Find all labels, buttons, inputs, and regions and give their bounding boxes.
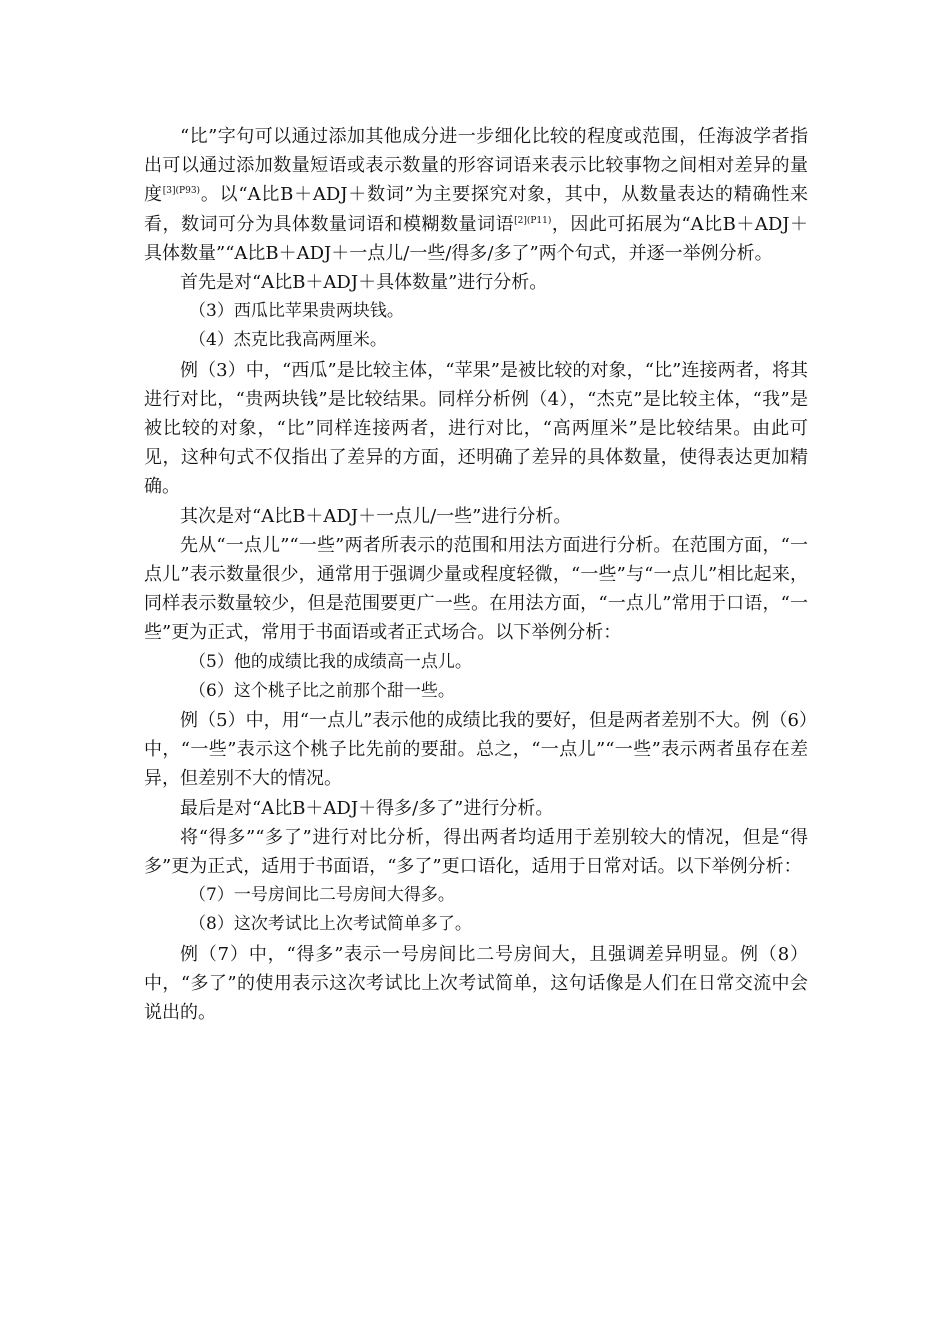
paragraph-first-pattern: 首先是对“A比B＋ADJ＋具体数量”进行分析。 bbox=[180, 272, 548, 294]
citation-3-p93: [3](P93) bbox=[162, 186, 201, 197]
paragraph-third-pattern: 最后是对“A比B＋ADJ＋得多/多了”进行分析。 bbox=[180, 797, 554, 819]
example-3: （3）西瓜比苹果贵两块钱。 bbox=[189, 301, 404, 322]
example-5: （5）他的成绩比我的成绩高一点儿。 bbox=[189, 651, 472, 672]
paragraph-analysis-5-6: 例（5）中，用“一点儿”表示他的成绩比我的要好，但是两者差别不大。例（6）中，“一些”表示这个桃子比先前的要甜。总之，“一点儿”“一些”表示两者虽存在差异，但差别不大的情况。 bbox=[144, 710, 808, 790]
intro-text-part-2: 。以“A比B＋ADJ＋数词”为主要探究对象，其中，从数量表达的精确性来看，数词可分为具体数量词语和模糊数量词语 bbox=[144, 184, 809, 235]
paragraph-second-pattern: 其次是对“A比B＋ADJ＋一点儿/一些”进行分析。 bbox=[180, 505, 572, 527]
paragraph-intro bbox=[144, 122, 808, 268]
paragraph-deduo-duole: 将“得多”“多了”进行对比分析，得出两者均适用于差别较大的情况，但是“得多”更为正式，适用于书面语，“多了”更口语化，适用于日常对话。以下举例分析： bbox=[144, 826, 808, 878]
paragraph-yidianer-yixie: 先从“一点儿”“一些”两者所表示的范围和用法方面进行分析。在范围方面，“一点儿”表示数量很少，通常用于强调少量或程度轻微，“一些”与“一点儿”相比起来，同样表示数量较少，但是范围要更广一些。在用法方面，“一点儿”常用于口语，“一些”更为正式，常用于书面语或者正式场合。以下举例分析： bbox=[144, 534, 808, 644]
example-6: （6）这个桃子比之前那个甜一些。 bbox=[189, 680, 455, 701]
paragraph-analysis-3-4: 例（3）中，“西瓜”是比较主体，“苹果”是被比较的对象，“比”连接两者，将其进行对比，“贵两块钱”是比较结果。同样分析例（4），“杰克”是比较主体，“我”是被比较的对象，“比”同样连接两者，进行对比，“高两厘米”是比较结果。由此可见，这种句式不仅指出了差异的方面，还明确了差异的具体数量，使得表达更加精确。 bbox=[144, 359, 808, 498]
paragraph-analysis-7-8: 例（7）中，“得多”表示一号房间比二号房间大，且强调差异明显。例（8）中，“多了”的使用表示这次考试比上次考试简单，这句话像是人们在日常交流中会说出的。 bbox=[144, 943, 808, 1024]
example-7: （7）一号房间比二号房间大得多。 bbox=[189, 885, 455, 906]
example-4: （4）杰克比我高两厘米。 bbox=[189, 330, 387, 351]
example-8: （8）这次考试比上次考试简单多了。 bbox=[189, 914, 472, 935]
citation-2-p11: [2](P11) bbox=[514, 215, 552, 226]
document-page bbox=[144, 122, 808, 1027]
intro-text-part-3: ，因此可拓展为“A比B＋ADJ＋具体数量”“A比B＋ADJ＋一点儿/一些/得多/多了”两个句式，并逐一举例分析。 bbox=[144, 213, 809, 264]
intro-text-part-1: “比”字句可以通过添加其他成分进一步细化比较的程度或范围，任海波学者指出可以通过添加数量短语或表示数量的形容词语来表示比较事物之间相对差异的量度 bbox=[144, 126, 808, 206]
